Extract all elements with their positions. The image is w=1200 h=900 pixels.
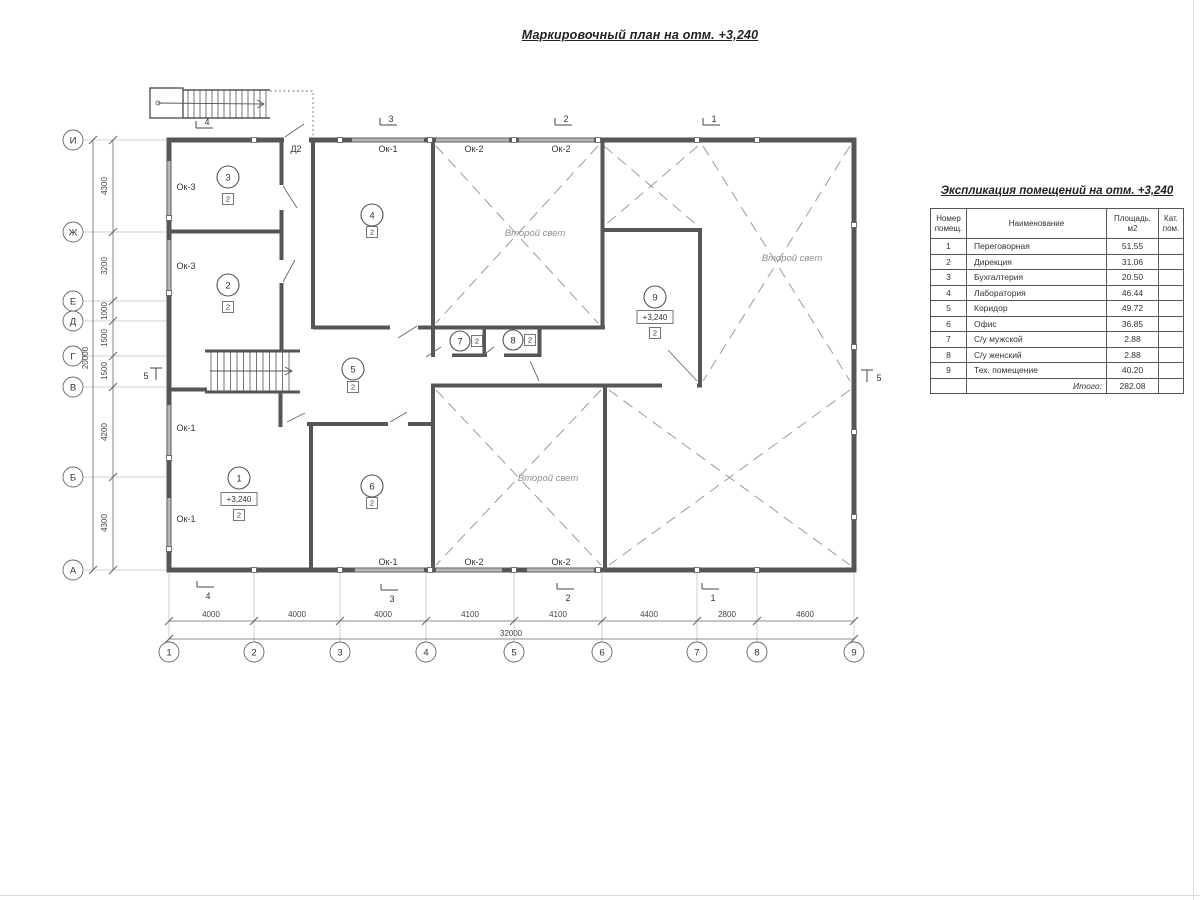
column-axis-bubbles — [159, 642, 864, 662]
second-light-label: Второй свет — [517, 473, 579, 484]
svg-text:1: 1 — [711, 114, 717, 124]
table-row: 3 Бухгалтерия 20.50 — [931, 270, 1184, 286]
total-width-dim: 32000 — [499, 629, 523, 638]
room-marker-9 — [637, 286, 673, 339]
svg-text:2: 2 — [565, 593, 571, 603]
svg-text:4300: 4300 — [100, 514, 109, 532]
svg-text:2: 2 — [527, 335, 533, 345]
svg-text:2: 2 — [563, 114, 569, 124]
svg-text:3: 3 — [225, 172, 231, 184]
svg-text:1: 1 — [166, 647, 172, 659]
table-row: 5 Коридор 49.72 — [931, 301, 1184, 317]
table-row: 6 Офис 36.85 — [931, 316, 1184, 332]
svg-text:7: 7 — [457, 336, 463, 348]
left-dimension-labels — [81, 177, 109, 532]
svg-text:8: 8 — [754, 647, 760, 659]
left-dimensions — [89, 136, 117, 574]
svg-text:2: 2 — [652, 328, 658, 338]
svg-text:Б: Б — [69, 472, 77, 484]
table-row: 7 С/у мужской 2.88 — [931, 332, 1184, 348]
svg-text:4200: 4200 — [100, 423, 109, 441]
svg-text:4100: 4100 — [461, 610, 479, 619]
room-marker-5 — [342, 358, 364, 393]
svg-text:3: 3 — [389, 594, 395, 604]
svg-text:2: 2 — [369, 227, 375, 237]
svg-text:9: 9 — [652, 292, 658, 304]
col-header-number: Номер помещ. — [931, 209, 967, 239]
svg-text:1: 1 — [710, 593, 716, 603]
svg-text:5: 5 — [350, 364, 356, 376]
svg-text:4: 4 — [205, 591, 211, 601]
svg-text:4100: 4100 — [549, 610, 567, 619]
svg-text:5: 5 — [511, 647, 517, 659]
svg-text:1500: 1500 — [100, 362, 109, 380]
svg-text:2: 2 — [369, 498, 375, 508]
window-label: Ок-2 — [464, 557, 484, 567]
svg-text:4: 4 — [204, 117, 210, 127]
svg-text:Е: Е — [69, 296, 77, 308]
room-marker-7 — [450, 331, 483, 351]
svg-text:Ж: Ж — [68, 227, 78, 239]
svg-text:3200: 3200 — [100, 257, 109, 275]
window-label: Ок-1 — [378, 144, 398, 154]
section-marks — [143, 114, 881, 604]
page-edge — [0, 895, 1200, 896]
second-light-crosses — [436, 146, 850, 565]
table-row: 1 Переговорная 51.55 — [931, 239, 1184, 255]
svg-text:2: 2 — [236, 510, 242, 520]
col-header-category: Кат. пом. — [1159, 209, 1184, 239]
window-label: Ок-1 — [176, 514, 196, 524]
exterior-stair — [150, 88, 313, 136]
svg-text:3: 3 — [337, 647, 343, 659]
section-mark-3-bottom — [381, 584, 398, 604]
svg-text:5: 5 — [876, 373, 882, 383]
room-marker-4 — [361, 204, 383, 238]
section-mark-5-right — [861, 370, 882, 383]
svg-text:+3,240: +3,240 — [642, 313, 668, 322]
window-label: Ок-1 — [378, 557, 398, 567]
interior-stair — [205, 350, 300, 394]
svg-text:7: 7 — [694, 647, 700, 659]
table-row: 2 Дирекция 31.06 — [931, 254, 1184, 270]
svg-text:4000: 4000 — [288, 610, 306, 619]
svg-text:2: 2 — [225, 280, 231, 292]
svg-text:9: 9 — [851, 647, 857, 659]
window-label: Ок-3 — [176, 182, 196, 192]
table-row: 4 Лаборатория 46.44 — [931, 285, 1184, 301]
total-label: Итого: — [967, 378, 1107, 394]
room-marker-6 — [361, 475, 383, 509]
svg-text:5: 5 — [143, 371, 149, 381]
section-mark-1-top — [703, 114, 720, 125]
svg-text:4000: 4000 — [202, 610, 220, 619]
col-header-name: Наименование — [967, 209, 1107, 239]
window-label: Ок-2 — [551, 144, 571, 154]
second-light-label: Второй свет — [761, 253, 823, 264]
page-edge — [1193, 0, 1194, 900]
svg-text:8: 8 — [510, 335, 516, 347]
svg-text:4000: 4000 — [374, 610, 392, 619]
svg-text:1: 1 — [236, 473, 242, 485]
svg-text:И: И — [69, 135, 77, 147]
svg-text:6: 6 — [599, 647, 605, 659]
col-header-area: Площадь, м2 — [1107, 209, 1159, 239]
section-mark-2-top — [555, 114, 572, 125]
window-label: Ок-2 — [551, 557, 571, 567]
svg-text:4: 4 — [423, 647, 429, 659]
svg-text:А: А — [69, 565, 77, 577]
svg-text:4: 4 — [369, 210, 375, 222]
svg-text:4300: 4300 — [100, 177, 109, 195]
schedule-table — [930, 208, 1184, 394]
room-marker-2 — [217, 274, 239, 313]
table-row: 9 Тех. помещение 40.20 — [931, 363, 1184, 379]
window-label: Ок-3 — [176, 261, 196, 271]
svg-text:+3,240: +3,240 — [226, 495, 252, 504]
section-mark-5-left — [143, 368, 162, 381]
svg-text:3: 3 — [388, 114, 394, 124]
svg-text:В: В — [69, 382, 77, 394]
svg-text:4400: 4400 — [640, 610, 658, 619]
table-row: 8 С/у женский 2.88 — [931, 347, 1184, 363]
room-marker-3 — [217, 166, 239, 205]
svg-text:4600: 4600 — [796, 610, 814, 619]
section-mark-1-bottom — [702, 583, 719, 603]
schedule-title: Экспликация помещений на отм. +3,240 — [940, 185, 1174, 197]
room-schedule — [930, 185, 1184, 394]
second-light-label: Второй свет — [504, 228, 566, 239]
section-mark-3-top — [380, 114, 397, 125]
plan-title: Маркировочный план на отм. +3,240 — [521, 28, 759, 42]
row-axis-bubbles — [63, 130, 83, 580]
total-height-dim: 20000 — [81, 346, 90, 370]
svg-text:2800: 2800 — [718, 610, 736, 619]
svg-text:1500: 1500 — [100, 329, 109, 347]
svg-text:Г: Г — [70, 351, 76, 363]
room-marker-1 — [221, 467, 257, 521]
window-label: Ок-2 — [464, 144, 484, 154]
svg-text:6: 6 — [369, 481, 375, 493]
total-value: 282.08 — [1107, 378, 1159, 394]
opening-labels — [177, 144, 823, 567]
section-mark-4-bottom — [197, 581, 214, 601]
room-marker-8 — [503, 330, 536, 350]
svg-text:1000: 1000 — [100, 302, 109, 320]
window-label: Ок-1 — [176, 423, 196, 433]
svg-text:2: 2 — [225, 194, 231, 204]
bottom-dimension-labels — [202, 610, 814, 638]
svg-text:2: 2 — [251, 647, 257, 659]
schedule-total-row — [931, 378, 1184, 394]
svg-text:2: 2 — [350, 382, 356, 392]
svg-text:2: 2 — [474, 336, 480, 346]
schedule-header-row — [931, 209, 1184, 239]
svg-text:2: 2 — [225, 302, 231, 312]
door-label: Д2 — [290, 144, 302, 154]
svg-text:Д: Д — [69, 316, 77, 328]
section-mark-2-bottom — [557, 583, 574, 603]
